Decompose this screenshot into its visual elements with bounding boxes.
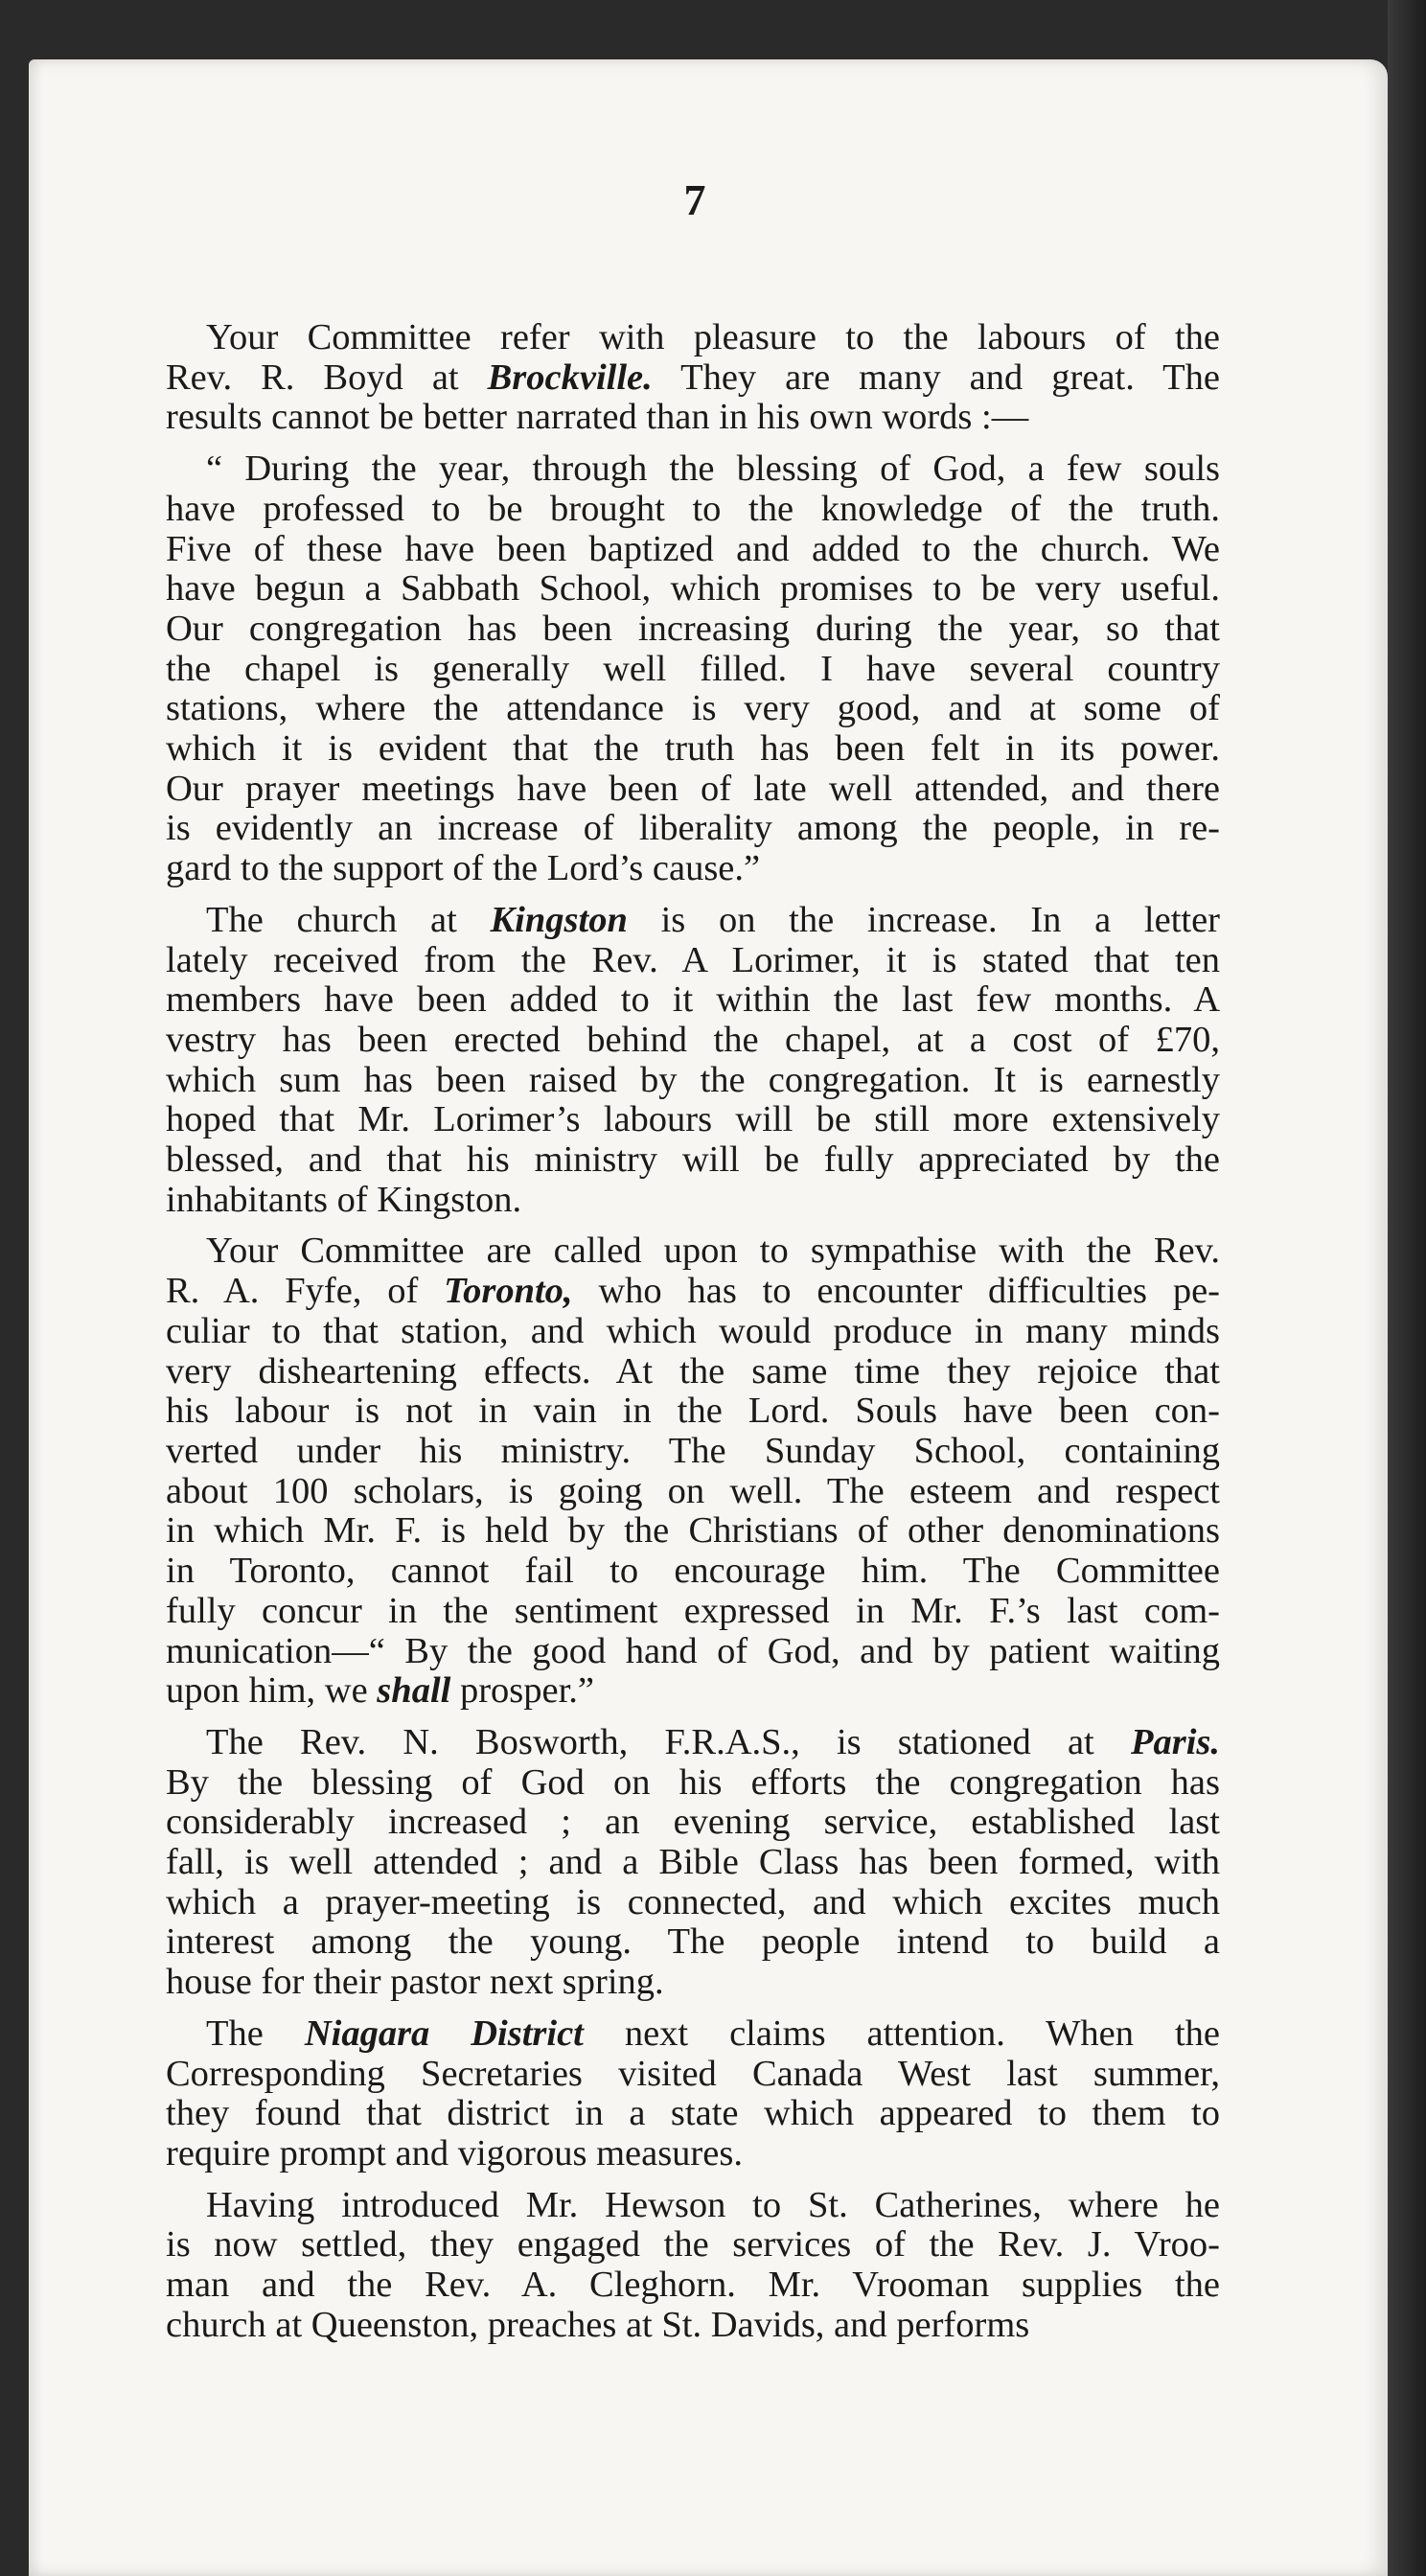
text-line: man and the Rev. A. Cleghorn. Mr. Vrooman supplies the [166,2265,1220,2306]
text-line: verted under his ministry. The Sunday School, containing [166,1430,1220,1471]
text-line: The church at Kingston is on the increase. In a letter [206,899,1220,940]
text-line: upon him, we shall prosper.” [166,1670,595,1712]
text-line: blessed, and that his ministry will be fully appreciated by the [166,1139,1220,1181]
text-line: they found that district in a state which appeared to them to [166,2093,1220,2134]
text-line: house for their pastor next spring. [166,1962,664,2003]
document-page [29,59,1388,2576]
paragraph [166,318,1220,438]
text-line: gard to the support of the Lord’s cause.” [166,848,761,889]
text-line: hoped that Mr. Lorimer’s labours will be still more extensively [166,1099,1220,1140]
text-line: Our prayer meetings have been of late well attended, and there [166,768,1220,809]
text-line: have professed to be brought to the knowledge of the truth. [166,488,1220,529]
text-line: about 100 scholars, is going on well. The esteem and respect [166,1470,1220,1511]
text-line: “ During the year, through the blessing of God, a few souls [206,448,1220,490]
text-line: lately received from the Rev. A Lorimer, it is stated that ten [166,939,1220,980]
text-line: Your Committee are called upon to sympathise with the Rev. [206,1230,1220,1272]
text-line: is evidently an increase of liberality among the people, in re- [166,808,1220,849]
page-number: 7 [683,175,706,224]
scan-edge [1388,0,1426,2576]
text-line: which a prayer-meeting is connected, and which excites much [166,1881,1220,1922]
text-line: By the blessing of God on his efforts the congregation has [166,1761,1220,1803]
text-line: The Rev. N. Bosworth, F.R.A.S., is stationed at Paris. [206,1721,1220,1762]
text-line: interest among the young. The people intend to build a [166,1921,1220,1963]
text-line: Rev. R. Boyd at Brockville. They are many and great. The [166,356,1220,398]
text-line: is now settled, they engaged the services of the Rev. J. Vroo- [166,2224,1220,2266]
text-line: stations, where the attendance is very good, and at some of [166,688,1220,729]
text-line: considerably increased ; an evening service, established last [166,1802,1220,1843]
text-line: which sum has been raised by the congregation. It is earnestly [166,1059,1220,1100]
text-line: church at Queenston, preaches at St. Davids, and performs [166,2304,1030,2345]
text-line: vestry has been erected behind the chapel, at a cost of £70, [166,1019,1220,1060]
text-line: require prompt and vigorous measures. [166,2132,743,2174]
text-line: which it is evident that the truth has been felt in its power. [166,728,1220,770]
text-line: Having introduced Mr. Hewson to St. Catherines, where he [206,2184,1220,2225]
text-line: R. A. Fyfe, of Toronto, who has to encounter difficulties pe- [166,1271,1220,1312]
text-line: munication—“ By the good hand of God, and by patient waiting [166,1630,1220,1671]
text-line: the chapel is generally well filled. I have several country [166,648,1220,689]
paragraph [166,449,1220,889]
text-line: in which Mr. F. is held by the Christians of other denominations [166,1510,1220,1552]
text-line: Your Committee refer with pleasure to the labours of the [206,317,1220,357]
paragraph [166,2014,1220,2174]
text-line: results cannot be better narrated than in his own words :— [166,397,1029,438]
paragraph [166,1723,1220,2003]
text-line: Five of these have been baptized and added to the church. We [166,528,1220,569]
text-line: in Toronto, cannot fail to encourage him. The Committee [166,1551,1220,1592]
paragraph [166,1231,1220,1711]
text-line: fully concur in the sentiment expressed in Mr. F.’s last com- [166,1590,1220,1631]
text-line: fall, is well attended ; and a Bible Class has been formed, with [166,1842,1220,1883]
text-line: very disheartening effects. At the same time they rejoice that [166,1350,1220,1392]
text-line: The Niagara District next claims attention. When the [206,2012,1220,2054]
text-line: have begun a Sabbath School, which promises to be very useful. [166,568,1220,610]
text-line: members have been added to it within the last few months. A [166,979,1220,1021]
text-line: culiar to that station, and which would produce in many minds [166,1310,1220,1351]
text-line: inhabitants of Kingston. [166,1179,522,1220]
paragraph [166,2186,1220,2346]
paragraph [166,901,1220,1221]
text-line: Corresponding Secretaries visited Canada West last summer, [166,2053,1220,2094]
text-line: his labour is not in vain in the Lord. Souls have been con- [166,1391,1220,1432]
text-line: Our congregation has been increasing during the year, so that [166,608,1220,649]
body-text [166,318,1220,2357]
